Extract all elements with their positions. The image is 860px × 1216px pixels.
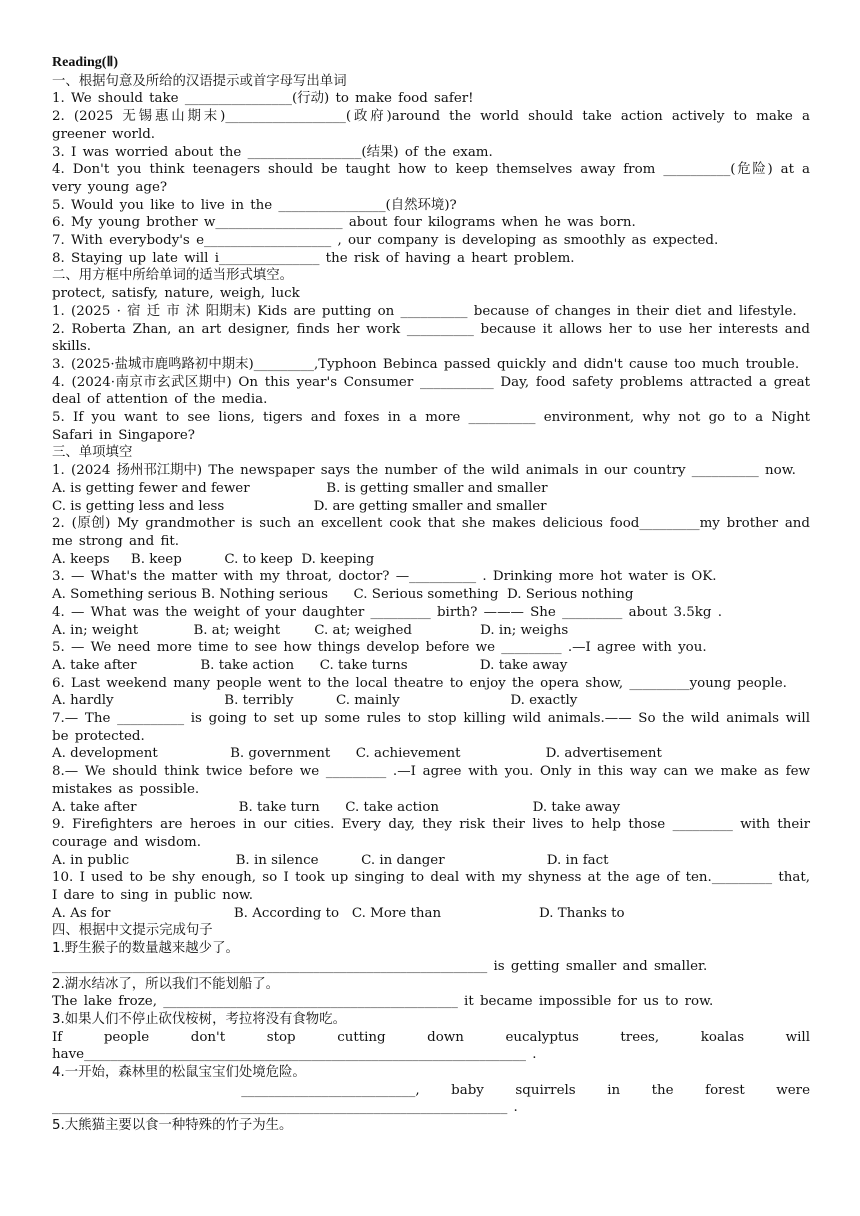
- s2-item-5: 5. If you want to see lions, tigers and foxes in a more __________ environment, why not go to a Night Safari in Singapore?: [52, 410, 810, 443]
- s4-item-3-cn: 3.如果人们不停止砍伐桉树，考拉将没有食物吃。: [52, 1011, 346, 1027]
- section-3-heading: 三、单项填空: [52, 445, 133, 461]
- s1-item-4: 4. Don't you think teenagers should be taught how to keep themselves away from __________(危险) at a very young age?: [52, 162, 810, 195]
- q1-options-ab: A. is getting fewer and fewer B. is getting smaller and smaller: [52, 480, 548, 496]
- section-1-heading: 一、根据句意及所给的汉语提示或首字母写出单词: [52, 73, 347, 89]
- s1-item-6: 6. My young brother w___________________ about four kilograms when he was born.: [52, 215, 636, 231]
- q3-options: A. Something serious B. Nothing serious C. Serious something D. Serious nothing: [52, 587, 634, 603]
- s1-item-5: 5. Would you like to live in the ________________(自然环境)?: [52, 197, 457, 213]
- s2-item-4: 4. (2024·南京市玄武区期中) On this year's Consumer ___________ Day, food safety problems attracted a great deal of attention of the media.: [52, 374, 810, 408]
- s4-item-1-cn: 1.野生猴子的数量越来越少了。: [52, 941, 239, 957]
- s1-item-1: 1. We should take ________________(行动) to make food safer!: [52, 91, 474, 107]
- s1-item-3: 3. I was worried about the _________________(结果) of the exam.: [52, 144, 493, 160]
- section-2-heading: 二、用方框中所给单词的适当形式填空。: [52, 268, 294, 284]
- q10-stem: 10. I used to be shy enough, so I took up singing to deal with my shyness at the age of ten._________ that, I dare to sing in public now.: [52, 870, 810, 904]
- s2-item-3: 3. (2025·盐城市鹿鸣路初中期末)_________,Typhoon Bebinca passed quickly and didn't cause too much trouble.: [52, 356, 800, 372]
- q8-stem: 8.— We should think twice before we _________ .—I agree with you. Only in this way can we make as few mistakes as possible.: [52, 764, 810, 797]
- q6-options: A. hardly B. terribly C. mainly D. exactly: [52, 693, 578, 709]
- s4-item-4-en: __________________________, baby squirrels in the forest were ____________________________________________________________________ .: [52, 1082, 817, 1116]
- q4-options: A. in; weight B. at; weight C. at; weighed D. in; weighs: [52, 622, 569, 638]
- q5-options: A. take after B. take action C. take turns D. take away: [52, 657, 568, 673]
- q7-stem: 7.— The __________ is going to set up some rules to stop killing wild animals.—— So the wild animals will be protected.: [52, 711, 810, 744]
- s1-item-7: 7. With everybody's e___________________ , our company is developing as smoothly as expected.: [52, 233, 719, 249]
- worksheet: [52, 54, 817, 1135]
- q10-options: A. As for B. According to C. More than D. Thanks to: [52, 905, 625, 921]
- q2-options: A. keeps B. keep C. to keep D. keeping: [52, 551, 375, 567]
- section-4-heading: 四、根据中文提示完成句子: [52, 923, 213, 939]
- s1-item-2: 2. (2025 无锡惠山期末)__________________(政府)around the world should take action actively to make a greener world.: [52, 109, 810, 142]
- q5-stem: 5. — We need more time to see how things develop before we _________ .—I agree with you.: [52, 640, 707, 656]
- s4-item-2-cn: 2.湖水结冰了，所以我们不能划船了。: [52, 976, 280, 992]
- q2-stem: 2. (原创) My grandmother is such an excellent cook that she makes delicious food_________my brother and me strong and fit.: [52, 516, 810, 549]
- s4-item-3-en: If people don't stop cutting down eucalyptus trees, koalas will have__________________________________________________________________ .: [52, 1029, 810, 1063]
- s4-item-4-cn: 4.一开始，森林里的松鼠宝宝们处境危险。: [52, 1065, 306, 1081]
- s4-item-5-cn: 5.大熊猫主要以食一种特殊的竹子为生。: [52, 1118, 293, 1134]
- s1-item-8: 8. Staying up late will i_______________ the risk of having a heart problem.: [52, 250, 575, 266]
- q7-options: A. development B. government C. achievement D. advertisement: [52, 746, 662, 762]
- q8-options: A. take after B. take turn C. take action D. take away: [52, 799, 621, 815]
- q1-stem: 1. (2024 扬州邗江期中) The newspaper says the number of the wild animals in our country __________ now.: [52, 463, 796, 479]
- q6-stem: 6. Last weekend many people went to the local theatre to enjoy the opera show, _________young people.: [52, 675, 787, 691]
- s4-item-1-en: _________________________________________________________________ is getting smaller and smaller.: [52, 958, 708, 974]
- page-title: Reading(Ⅱ): [52, 55, 119, 70]
- q9-options: A. in public B. in silence C. in danger D. in fact: [52, 852, 609, 868]
- q4-stem: 4. — What was the weight of your daughter _________ birth? ——— She _________ about 3.5kg .: [52, 604, 722, 620]
- s2-item-2: 2. Roberta Zhan, an art designer, finds her work __________ because it allows her to use her interests and skills.: [52, 321, 810, 355]
- s2-item-1: 1. (2025 · 宿 迁 市 沭 阳期末) Kids are putting on __________ because of changes in their diet and lifestyle.: [52, 303, 797, 319]
- q3-stem: 3. — What's the matter with my throat, doctor? —__________ . Drinking more hot water is OK.: [52, 569, 717, 585]
- q1-options-cd: C. is getting less and less D. are getting smaller and smaller: [52, 498, 547, 514]
- q9-stem: 9. Firefighters are heroes in our cities. Every day, they risk their lives to help those _________ with their courage and wisdom.: [52, 817, 810, 850]
- s4-item-2-en: The lake froze, ____________________________________________ it became impossible for us to row.: [52, 994, 714, 1010]
- word-box: protect, satisfy, nature, weigh, luck: [52, 286, 300, 302]
